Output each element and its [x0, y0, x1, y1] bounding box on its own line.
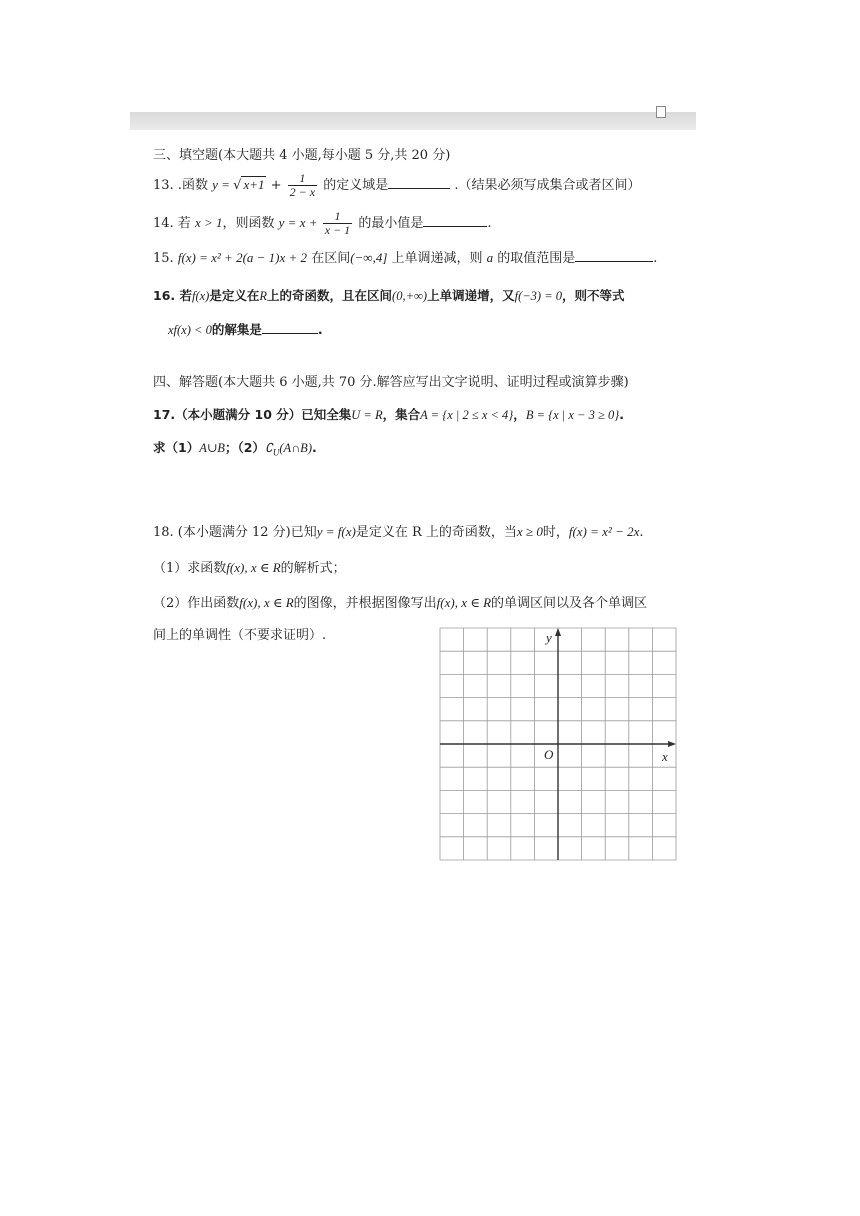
q13-note: .（结果必须写成集合或者区间） [450, 178, 641, 193]
q17-ask-1: 求（1） [153, 440, 200, 455]
q15-var: a [486, 250, 494, 265]
q16-end: . [317, 322, 323, 337]
question-17-line-1 [153, 405, 624, 425]
q18-condition: x ≥ 0 [516, 524, 543, 539]
q13-sqrt-sign: √ [233, 178, 242, 193]
q18-p2-f2: f(x), x ∈ R [436, 595, 492, 610]
q17-intersection: (A∩B) [279, 441, 312, 455]
q15-end: . [653, 251, 658, 266]
q14-answer-blank[interactable] [423, 214, 487, 227]
q14-end: . [487, 216, 492, 231]
q18-y: y = f(x) [316, 524, 356, 539]
question-15 [153, 248, 657, 269]
q16-c: 上的奇函数，且在区间 [267, 288, 393, 303]
q18-p1-f: f(x), x ∈ R [226, 560, 281, 575]
q14-number: 14. 若 [153, 216, 191, 231]
q17-complement: ∁ [264, 441, 273, 455]
question-13 [153, 172, 641, 199]
coordinate-grid[interactable] [438, 626, 678, 862]
question-18-part-2-cont: 间上的单调性（不要求证明）. [153, 628, 327, 643]
q16-answer-blank[interactable] [262, 321, 318, 334]
q17-start: 17.（本小题满分 10 分）已知全集 [153, 407, 352, 422]
q17-b: ，集合 [382, 407, 421, 422]
q14-fraction [323, 210, 352, 237]
q15-answer-blank[interactable] [575, 249, 653, 262]
q17-ask-2: ；（2） [224, 440, 265, 455]
question-18-part-1 [153, 558, 346, 579]
q15-mid: 在区间 [307, 251, 351, 266]
q16-condition: f(−3) = 0 [514, 289, 563, 303]
section-4-heading: 四、解答题(本大题共 6 小题,共 70 分.解答应写出文字说明、证明过程或演算步骤) [153, 375, 629, 390]
q18-p2-a: （2）作出函数 [153, 596, 240, 611]
q16-start: 16. 若 [153, 288, 192, 303]
scan-top-band [130, 112, 696, 130]
question-16-line-1 [153, 286, 625, 306]
q16-e: ，则不等式 [562, 288, 625, 303]
q18-p2-f: f(x), x ∈ R [239, 595, 294, 610]
question-16-line-2 [168, 320, 323, 340]
x-axis-arrow [668, 741, 676, 747]
q18-b: 是定义在 R 上的奇函数，当 [355, 525, 517, 540]
q16-inequality: xf(x) < 0 [168, 323, 212, 337]
q14-mid: ，则函数 [222, 216, 275, 231]
y-axis-label: y [546, 630, 552, 645]
q13-tail: 的定义域是 [319, 178, 389, 193]
q15-number: 15. [153, 251, 174, 266]
q13-answer-blank[interactable] [388, 176, 450, 189]
section-3-heading: 三、填空题(本大题共 4 小题,每小题 5 分,共 20 分) [153, 148, 451, 163]
q16-d: 上单调递增，又 [427, 288, 515, 303]
q13-fraction [288, 172, 317, 199]
q18-p2-b: 的图像，并根据图像写出 [293, 596, 437, 611]
q15-expr: f(x) = x² + 2(a − 1)x + 2 [177, 250, 308, 265]
question-14 [153, 210, 491, 237]
scan-corner-mark [656, 106, 666, 118]
y-axis-arrow [555, 628, 561, 636]
q13-frac-num: 1 [288, 172, 317, 186]
question-18-part-2 [153, 593, 647, 614]
q13-frac-den: 2 − x [289, 185, 316, 199]
q14-tail: 的最小值是 [354, 216, 424, 231]
q17-end2: . [311, 440, 317, 455]
q17-end: . [619, 407, 624, 422]
q18-start: 18. (本小题满分 12 分)已知 [153, 525, 317, 540]
q18-p2-c: 的单调区间以及各个单调区 [491, 596, 648, 611]
question-18-line-1 [153, 522, 644, 543]
q14-frac-den: x − 1 [324, 223, 351, 237]
q16-b: 是定义在 [209, 288, 260, 303]
x-axis-label: x [662, 749, 668, 764]
q18-end: . [639, 525, 644, 540]
q13-y: y = [212, 177, 234, 192]
coordinate-grid-svg [438, 626, 678, 862]
origin-label: O [544, 747, 554, 762]
question-17-line-2 [153, 438, 317, 463]
q16-interval: (0,+∞) [392, 289, 428, 303]
q15-interval: (−∞,4] [350, 250, 388, 265]
q17-set-A: A = {x | 2 ≤ x < 4} [420, 408, 514, 422]
q18-function: f(x) = x² − 2x [568, 524, 640, 539]
q18-p1-a: （1）求函数 [153, 561, 227, 576]
q14-frac-num: 1 [323, 210, 352, 224]
q17-set-B: B = {x | x − 3 ≥ 0} [525, 408, 620, 422]
q16-fx: f(x) [192, 289, 210, 303]
q13-sqrt-arg: x+1 [243, 177, 265, 192]
q17-c: ， [513, 407, 526, 422]
q14-condition: x > 1 [194, 215, 223, 230]
q15-tail2: 的取值范围是 [493, 251, 576, 266]
q18-p1-b: 的解析式； [280, 561, 346, 576]
q17-universe: U = R [351, 408, 383, 422]
q14-expr: y = x + [278, 215, 321, 230]
q18-c: 时， [542, 525, 569, 540]
q17-union: A∪B [199, 441, 225, 455]
q13-plus: + [266, 178, 286, 193]
q16-solution-label: 的解集是 [211, 322, 262, 337]
q15-tail: 上单调递减，则 [387, 251, 487, 266]
q17-complement-sub: U [272, 447, 280, 458]
q13-number: 13. .函数 [153, 178, 208, 193]
q16-R: R [259, 289, 268, 303]
